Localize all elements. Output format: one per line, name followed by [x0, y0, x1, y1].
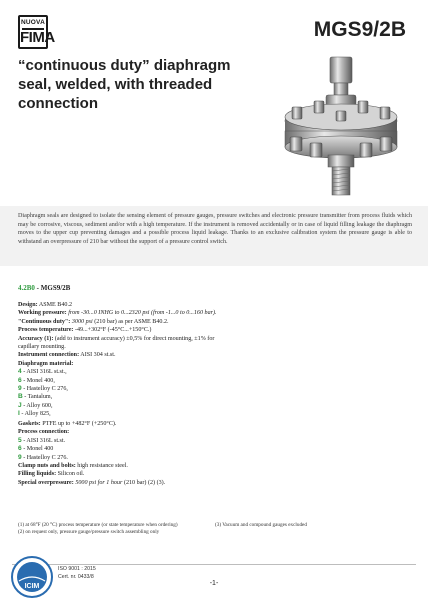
- intro-paragraph: Diaphragm seals are designed to isolate the sensing element of pressure gauges, pressure switches and electronic pressure transmitter from process fluids which may be corrosive, viscous, sediment and/or with a high temperature. If the instrument is removed accidentally or in case of liquid filling leakage the diaphragm moves to the upper cup preventing damages and a possible process liquid leakage. Thanks to an exclusive calibration system the pressure gauge is able to withstand an overpressure of 210 bar without the support of a pressure control switch.: [18, 213, 412, 245]
- process-connection-item: 5 - AISI 316L st.st.: [18, 436, 66, 444]
- spec-filling-liquids: Filling liquids: Silicon oil.: [18, 471, 85, 478]
- section-code: 4.2B0: [18, 284, 35, 292]
- spec-diaphragm-material: Diaphragm material:: [18, 360, 74, 367]
- diaphragm-item: B - Tantalum,: [18, 393, 53, 401]
- specs-block-2: [18, 420, 228, 487]
- iso-standard: ISO 9001 : 2015: [58, 566, 96, 572]
- logo-main-text: FIMA: [20, 29, 55, 46]
- page-number: -1-: [209, 580, 219, 587]
- spec-instrument-connection: Instrument connection: AISI 304 st.st.: [18, 352, 116, 359]
- spec-working-pressure: Working pressure: from -30...0 INHG to 0...2320 psi (from -1...0 to 0...160 bar).: [18, 310, 217, 317]
- nuova-fima-logo: [18, 15, 55, 49]
- product-headline: “continuous duty” diaphragm seal, welded, with threaded connection: [18, 57, 231, 112]
- diaphragm-item: 9 - Hastelloy C 276,: [18, 385, 68, 393]
- footnote-3: (3) Vacuum and compound gauges excluded: [215, 522, 307, 528]
- spec-special-overpressure: Special overpressure: 5000 psi for 1 hour (210 bar) (2) (3).: [18, 479, 166, 486]
- footer-divider: [12, 564, 416, 565]
- spec-process-connection: Process connection:: [18, 429, 70, 436]
- section-separator: -: [34, 284, 41, 292]
- footnotes-left: [18, 522, 208, 536]
- spec-continuous-duty: "Continuous duty": 3000 psi (210 bar) as per ASME B40.2.: [18, 318, 169, 325]
- diaphragm-item: 4 - AISI 316L st.st.,: [18, 368, 67, 376]
- certificate-number: Cert. nr. 0433/8: [58, 573, 94, 580]
- process-connection-item: 9 - Hastelloy C 276.: [18, 453, 68, 461]
- section-name: MGS9/2B: [40, 284, 71, 292]
- spec-design: Design: ASME B40.2: [18, 302, 73, 308]
- process-connection-item: 6 - Monel 400: [18, 445, 54, 453]
- model-title: MGS9/2B: [313, 18, 406, 41]
- diaphragm-item: I - Alloy 825,: [18, 410, 51, 418]
- spec-clamp-nuts: Clamp nuts and bolts: high resistance steel.: [18, 463, 128, 470]
- diaphragm-item: 6 - Monel 400,: [18, 376, 55, 384]
- diaphragm-seal-image: [270, 55, 420, 200]
- diaphragm-item: J - Alloy 600,: [18, 401, 53, 409]
- specs-block: [18, 301, 228, 419]
- spec-process-temperature: Process temperature: -49...+302°F (-45°C...+150°C.): [18, 327, 152, 334]
- footnote-1: (1) at 68°F (20 °C) process temperature (or state temperature when ordering): [18, 522, 178, 528]
- section-heading: [18, 284, 70, 292]
- logo-top-text: NUOVA: [21, 19, 45, 26]
- badge-text: ICIM: [24, 583, 40, 590]
- spec-gaskets: Gaskets: PTFE up to +482°F (+250°C).: [18, 421, 117, 427]
- icim-certification-badge: [10, 555, 54, 599]
- footnote-2: (2) on request only, pressure gauge/pressure switch assembling only: [18, 529, 160, 535]
- spec-accuracy: Accuracy (1): (add to instrument accuracy) ±0,5% for direct mounting, ±1% for capillary mounting.: [18, 335, 215, 351]
